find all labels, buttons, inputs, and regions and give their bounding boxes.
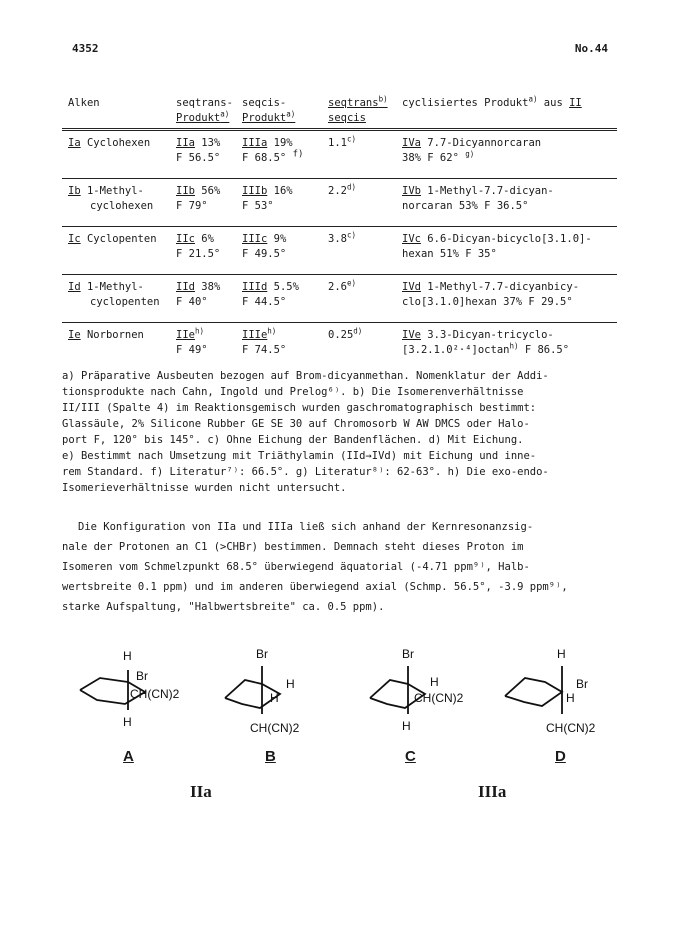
table-row: [62, 328, 617, 366]
header-ratio-line2: seqcis: [328, 112, 366, 124]
body-paragraph: [62, 517, 627, 617]
body-line: wertsbreite 0.1 ppm) und im anderen überwiegend axial (Schmp. 56.5°, -3.9 ppm⁹⁾,: [62, 581, 568, 593]
footnote-line: e) Bestimmt nach Umsetzung mit Triäthylamin (IId→IVd) mit Eichung und inne-: [62, 450, 537, 462]
structure-label-c: C: [405, 748, 416, 765]
header-seqcis-line2: Produkt$^{a)}$: [242, 109, 296, 124]
structure-c-sub: CH(CN)2: [414, 691, 464, 705]
trans-cell: IIc 6% F 21.5°: [176, 233, 221, 260]
structure-c-top: Br: [402, 647, 414, 661]
page-number: 4352: [72, 42, 99, 55]
table-row: [62, 232, 617, 270]
structure-c: [370, 666, 425, 714]
isomer-group-iia: IIa: [190, 782, 212, 801]
body-line: nale der Protonen an C1 (>CHBr) bestimmen. Demnach steht dieses Proton im: [62, 541, 524, 553]
header-alken: Alken: [68, 97, 100, 109]
structure-a-sub: CH(CN)2: [130, 687, 180, 701]
header-seqtrans: [176, 96, 233, 126]
body-line: Isomeren vom Schmelzpunkt 68.5° überwiegend äquatorial (-4.71 ppm⁹⁾, Halb-: [62, 561, 530, 573]
structure-label-a: A: [123, 748, 134, 765]
structure-b: [225, 666, 280, 714]
structure-drawings: [0, 640, 680, 820]
ratio-cell: 3.8$^{c)}$: [328, 230, 356, 245]
header-seqcis-line1: seqcis-: [242, 97, 287, 109]
cis-cell: IIIc 9% F 49.5°: [242, 233, 287, 260]
structure-d-mid: H: [566, 691, 575, 705]
ratio-cell: 2.6$^{e)}$: [328, 278, 356, 293]
body-line: starke Aufspaltung, "Halbwertsbreite" ca. 0.5 ppm).: [62, 601, 385, 613]
table-rule: [62, 274, 617, 275]
header-seqcis: [242, 96, 295, 126]
structure-label-d: D: [555, 748, 566, 765]
structure-b-top: Br: [256, 647, 268, 661]
body-line: Die Konfiguration von IIa und IIIa ließ sich anhand der Kernresonanzsig-: [78, 521, 534, 533]
ratio-cell: 2.2$^{d)}$: [328, 182, 356, 197]
alken-cell: Ib 1-Methyl- cyclohexen: [68, 185, 154, 212]
table-row: [62, 184, 617, 222]
structure-c-right: H: [430, 675, 439, 689]
structure-d-bottom: CH(CN)2: [546, 721, 596, 735]
footnote-line: Glassäule, 2% Silicone Rubber GE SE 30 auf Chromosorb W AW DMCS oder Halo-: [62, 418, 530, 430]
footnote-line: II/III (Spalte 4) im Reaktionsgemisch wurden gaschromatographisch bestimmt:: [62, 402, 537, 414]
structure-a-right: Br: [136, 669, 148, 683]
header-seqtrans-line2: Produkt$^{a)}$: [176, 109, 230, 124]
alken-cell: Ia Cyclohexen: [68, 137, 151, 149]
cis-cell: IIIa 19% F 68.5° $^{f)}$: [242, 137, 304, 164]
structure-a-bottom: H: [123, 715, 132, 729]
table-footnotes: [62, 368, 622, 496]
footnote-line: a) Präparative Ausbeuten bezogen auf Brom-dicyanmethan. Nomenklatur der Addi-: [62, 370, 549, 382]
product-cell: IVa 7.7-Dicyannorcaran 38% F 62° $^{g)}$: [402, 137, 542, 164]
header-ratio-line1: seqtrans$^{b)}$: [328, 94, 388, 109]
table-rule: [62, 322, 617, 323]
alken-cell: Ic Cyclopenten: [68, 233, 157, 245]
header-cyclized: cyclisiertes Produkt$^{a)}$ aus II: [402, 94, 582, 109]
cis-cell: IIId 5.5% F 44.5°: [242, 281, 299, 308]
structure-b-mid: H: [270, 691, 279, 705]
ratio-cell: 1.1$^{c)}$: [328, 134, 356, 149]
table-rule: [62, 226, 617, 227]
table-row: [62, 280, 617, 318]
cis-cell: IIIe$^{h)}$ F 74.5°: [242, 326, 287, 356]
footnote-line: tionsprodukte nach Cahn, Ingold und Prelog⁶⁾. b) Die Isomerenverhältnisse: [62, 386, 524, 398]
table-rule: [62, 130, 617, 131]
alken-cell: Id 1-Methyl- cyclopenten: [68, 281, 160, 308]
trans-cell: IIe$^{h)}$ F 49°: [176, 326, 208, 356]
product-cell: IVe 3.3-Dicyan-tricyclo- [3.2.1.0²·⁴]octan$^{h)}$ F 86.5°: [402, 329, 570, 356]
table-rule: [62, 128, 617, 129]
issue-number: No.44: [574, 42, 608, 55]
cis-cell: IIIb 16% F 53°: [242, 185, 293, 212]
structure-d-right: Br: [576, 677, 588, 691]
structure-c-bottom: H: [402, 719, 411, 733]
isomer-group-iiia: IIIa: [478, 782, 507, 801]
product-cell: IVc 6.6-Dicyan-bicyclo[3.1.0]- hexan 51% F 35°: [402, 233, 592, 260]
footnote-line: port F, 120° bis 145°. c) Ohne Eichung der Bandenflächen. d) Mit Eichung.: [62, 434, 524, 446]
footnote-line: Isomerieverhältnisse wurden nicht untersucht.: [62, 482, 347, 494]
structure-d: [505, 666, 562, 714]
footnote-line: rem Standard. f) Literatur⁷⁾: 66.5°. g) Literatur⁸⁾: 62-63°. h) Die exo-endo-: [62, 466, 549, 478]
trans-cell: IIa 13% F 56.5°: [176, 137, 221, 164]
trans-cell: IId 38% F 40°: [176, 281, 221, 308]
trans-cell: IIb 56% F 79°: [176, 185, 221, 212]
structure-label-b: B: [265, 748, 276, 765]
table-row: [62, 136, 617, 174]
table-rule: [62, 178, 617, 179]
product-cell: IVb 1-Methyl-7.7-dicyan- norcaran 53% F 36.5°: [402, 185, 554, 212]
structure-b-bottom: CH(CN)2: [250, 721, 300, 735]
product-cell: IVd 1-Methyl-7.7-dicyanbicy- clo[3.1.0]hexan 37% F 29.5°: [402, 281, 580, 308]
header-seqtrans-line1: seqtrans-: [176, 97, 233, 109]
structure-b-right: H: [286, 677, 295, 691]
structure-a-top: H: [123, 649, 132, 663]
structure-d-top: H: [557, 647, 566, 661]
header-ratio: [328, 96, 388, 126]
ratio-cell: 0.25$^{d)}$: [328, 326, 363, 341]
alken-cell: Ie Norbornen: [68, 329, 144, 341]
